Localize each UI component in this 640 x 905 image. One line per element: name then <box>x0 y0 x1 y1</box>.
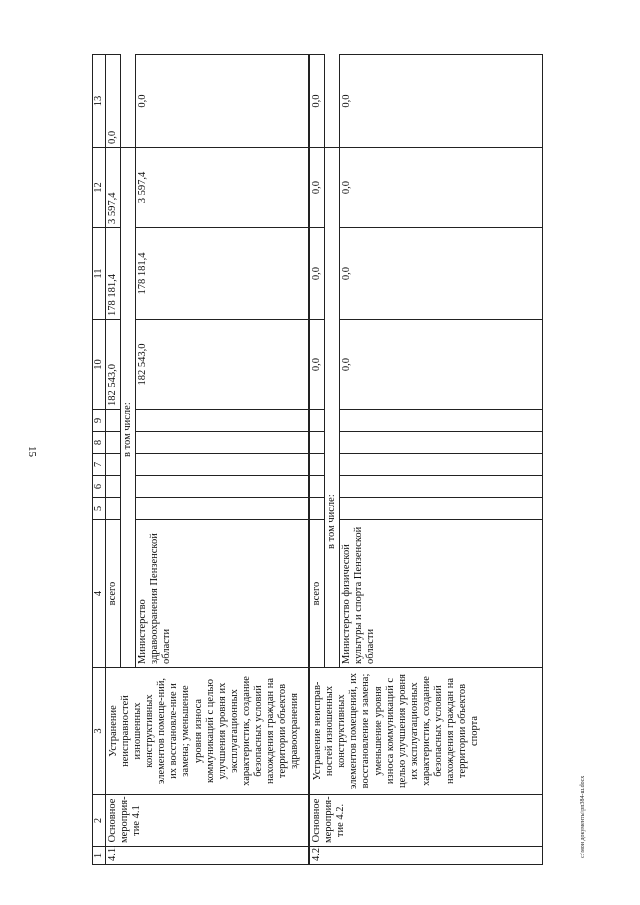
executor: Министерство здравоохранения Пензенской области <box>136 520 310 668</box>
measure-type: Основное мероприя-тие 4.1 <box>106 795 310 847</box>
file-path-footer: c:\мои документы\рп384-ш.docx <box>580 775 586 858</box>
executor-value: 3 597,4 <box>136 148 310 228</box>
total-label: всего <box>309 520 325 668</box>
including-label: в том числе: <box>325 148 340 668</box>
col-num: 11 <box>93 228 106 320</box>
col-num: 6 <box>93 476 106 498</box>
col-num: 13 <box>93 55 106 148</box>
total-value: 0,0 <box>309 320 325 410</box>
executor-value: 0,0 <box>340 320 543 410</box>
total-value: 0,0 <box>309 228 325 320</box>
row-number: 4.1. <box>106 847 310 865</box>
col-num: 4 <box>93 520 106 668</box>
measure-description: Устранение неисправ-ностей изношенных конструктивных элементов помещений, их восстановление и замена; уменьшение уровня износа коммуникаций с целью улучшения уровня их эксплуатационных характеристик, создание безопасных условий нахождения граждан на территории объектов спорта <box>309 668 543 795</box>
executor-value: 182 543,0 <box>136 320 310 410</box>
col-num: 3 <box>93 668 106 795</box>
total-label: всего <box>106 520 121 668</box>
measure-type: Основное мероприя-тие 4.2. <box>309 795 543 847</box>
rotated-table-sheet <box>92 55 612 865</box>
column-number-row <box>93 55 106 865</box>
including-label: в том числе: <box>121 148 136 668</box>
executor-value: 0,0 <box>340 148 543 228</box>
executor-value: 178 181,4 <box>136 228 310 320</box>
table-row <box>106 55 121 865</box>
total-value: 182 543,0 <box>106 320 121 410</box>
col-num: 9 <box>93 410 106 432</box>
program-table <box>92 54 543 865</box>
total-value: 0,0 <box>309 55 325 148</box>
col-num: 8 <box>93 432 106 454</box>
total-value: 178 181,4 <box>106 228 121 320</box>
executor: Министерство физической культуры и спорта Пензенской области <box>340 520 543 668</box>
total-value: 3 597,4 <box>106 148 121 228</box>
executor-value: 0,0 <box>136 55 310 148</box>
executor-value: 0,0 <box>340 55 543 148</box>
table-row <box>309 55 325 865</box>
col-num: 5 <box>93 498 106 520</box>
row-number: 4.2. <box>309 847 543 865</box>
page-number: 15 <box>26 446 38 457</box>
total-value: 0,0 <box>106 55 121 148</box>
col-num: 7 <box>93 454 106 476</box>
measure-description: Устранение неисправностей изношенных конструктивных элементов помеще-ний, их восстановле-ние и замена; уменьшение уровня износа коммуникаций с целью улучшения уровня их эксплуатационных характеристик, создание безопасных условий нахождения граждан на территории объектов здравоохранения <box>106 668 310 795</box>
executor-value: 0,0 <box>340 228 543 320</box>
total-value: 0,0 <box>309 148 325 228</box>
col-num: 10 <box>93 320 106 410</box>
col-num: 2 <box>93 795 106 847</box>
col-num: 12 <box>93 148 106 228</box>
col-num: 1 <box>93 847 106 865</box>
